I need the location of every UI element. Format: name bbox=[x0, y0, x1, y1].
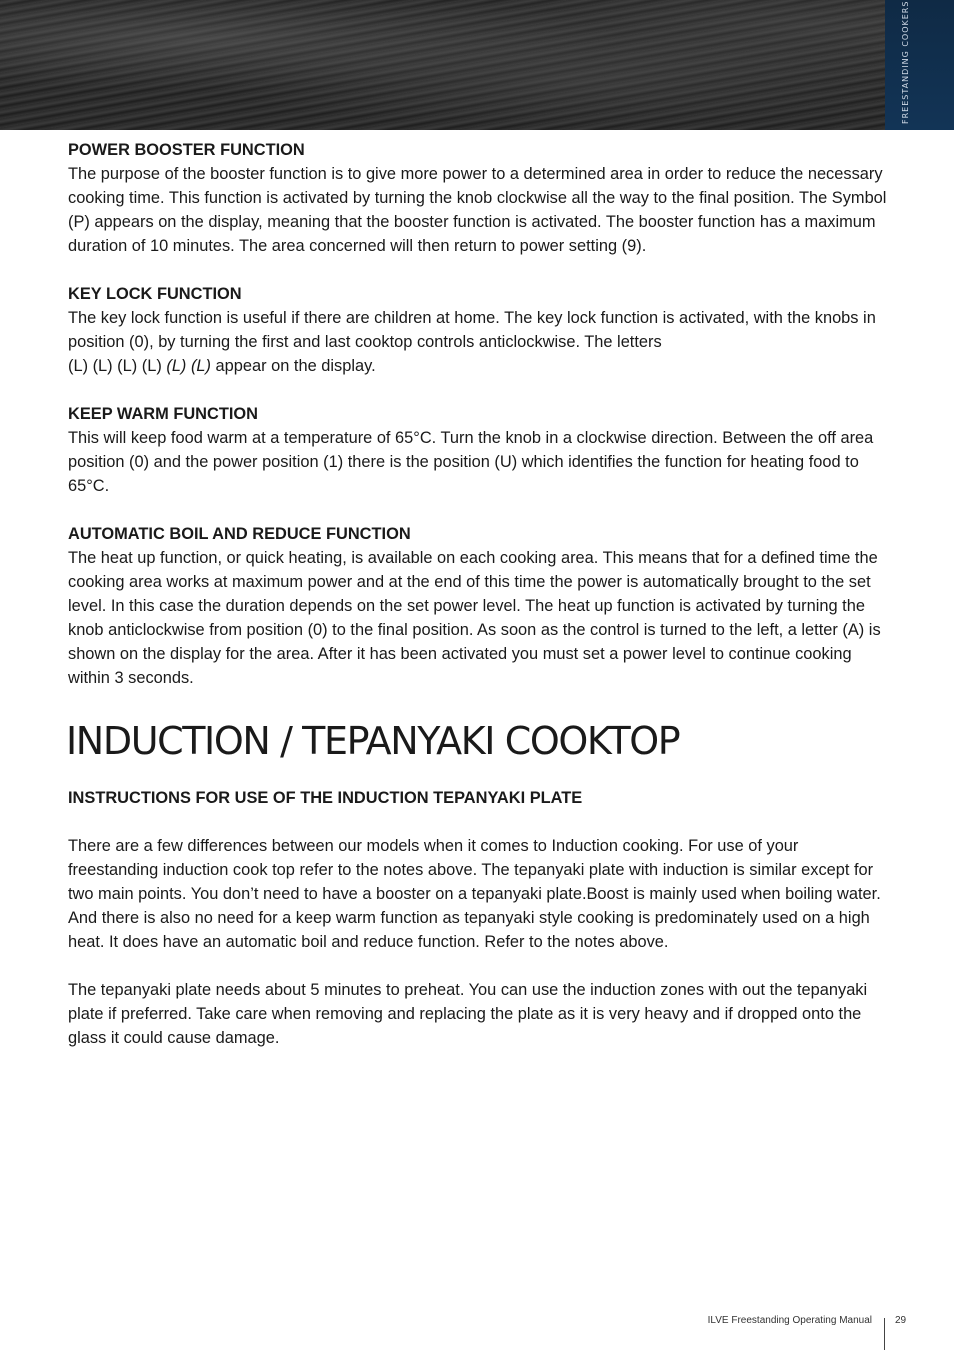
booster-body: The purpose of the booster function is to give more power to a determined area in order to reduce the necessary cooking time. This function is activated by turning the knob clockwise all the way to the final position. The Symbol (P) appears on the display, meaning that the booster function is activated. The booster function has a maximum duration of 10 minutes. The area concerned will then return to power setting (9). bbox=[68, 165, 887, 255]
footer-divider bbox=[884, 1318, 885, 1350]
keepwarm-heading: KEEP WARM FUNCTION bbox=[68, 405, 259, 423]
keylock-heading: KEY LOCK FUNCTION bbox=[68, 285, 242, 303]
keepwarm-body: This will keep food warm at a temperature of 65°C. Turn the knob in a clockwise direction. Between the off area position (0) and the power position (1) there is the position (U) which identifies the function for heating food to 65°C. bbox=[68, 429, 874, 495]
section-side-tab bbox=[885, 0, 954, 130]
keylock-letters-italic: (L) (L) bbox=[166, 357, 211, 375]
induction-paragraph-2: The tepanyaki plate needs about 5 minutes to preheat. You can use the induction zones with out the tepanyaki plate if preferred. Take care when removing and replacing the plate as it is very heavy and if dropped onto the glass it could cause damage. bbox=[68, 981, 868, 1047]
keylock-body-end: appear on the display. bbox=[215, 357, 376, 375]
header-texture-banner bbox=[0, 0, 954, 130]
keylock-letters: (L) (L) (L) (L) bbox=[68, 357, 162, 375]
keylock-body bbox=[68, 306, 888, 378]
keylock-body-text: The key lock function is useful if there are children at home. The key lock function is activated, with the knobs in position (0), by turning the first and last cooktop controls anticlockwise. The letters bbox=[68, 309, 876, 351]
induction-paragraph-1: There are a few differences between our models when it comes to Induction cooking. For use of your freestanding induction cook top refer to the notes above. The tepanyaki plate with induction is similar except for two main points. You don’t need to have a booster on a tepanyaki plate.Boost is mainly used when boiling water. And there is also no need for a keep warm function as tepanyaki style cooking is predominately used on a high heat. It does have an automatic boil and reduce function. Refer to the notes above. bbox=[68, 837, 881, 951]
induction-title: INDUCTION / TEPANYAKI COOKTOP bbox=[66, 719, 680, 763]
side-tab-label: FREESTANDING COOKERS bbox=[901, 0, 910, 124]
booster-heading: POWER BOOSTER FUNCTION bbox=[68, 141, 305, 159]
autoboil-body: The heat up function, or quick heating, is available on each cooking area. This means that for a defined time the cooking area works at maximum power and at the end of this time the power is automatically brought to the set level. In this case the duration depends on the set power level. The heat up function is activated by turning the knob anticlockwise from position (0) to the final position. As soon as the control is turned to the left, a letter (A) is shown on the display for the area. After it has been activated you must set a power level to continue cooking within 3 seconds. bbox=[68, 549, 881, 687]
footer-manual-title: ILVE Freestanding Operating Manual bbox=[707, 1315, 872, 1326]
induction-subheading: INSTRUCTIONS FOR USE OF THE INDUCTION TEPANYAKI PLATE bbox=[68, 789, 583, 807]
page-content bbox=[68, 138, 888, 1074]
autoboil-heading: AUTOMATIC BOIL AND REDUCE FUNCTION bbox=[68, 525, 411, 543]
page-number: 29 bbox=[895, 1315, 907, 1326]
